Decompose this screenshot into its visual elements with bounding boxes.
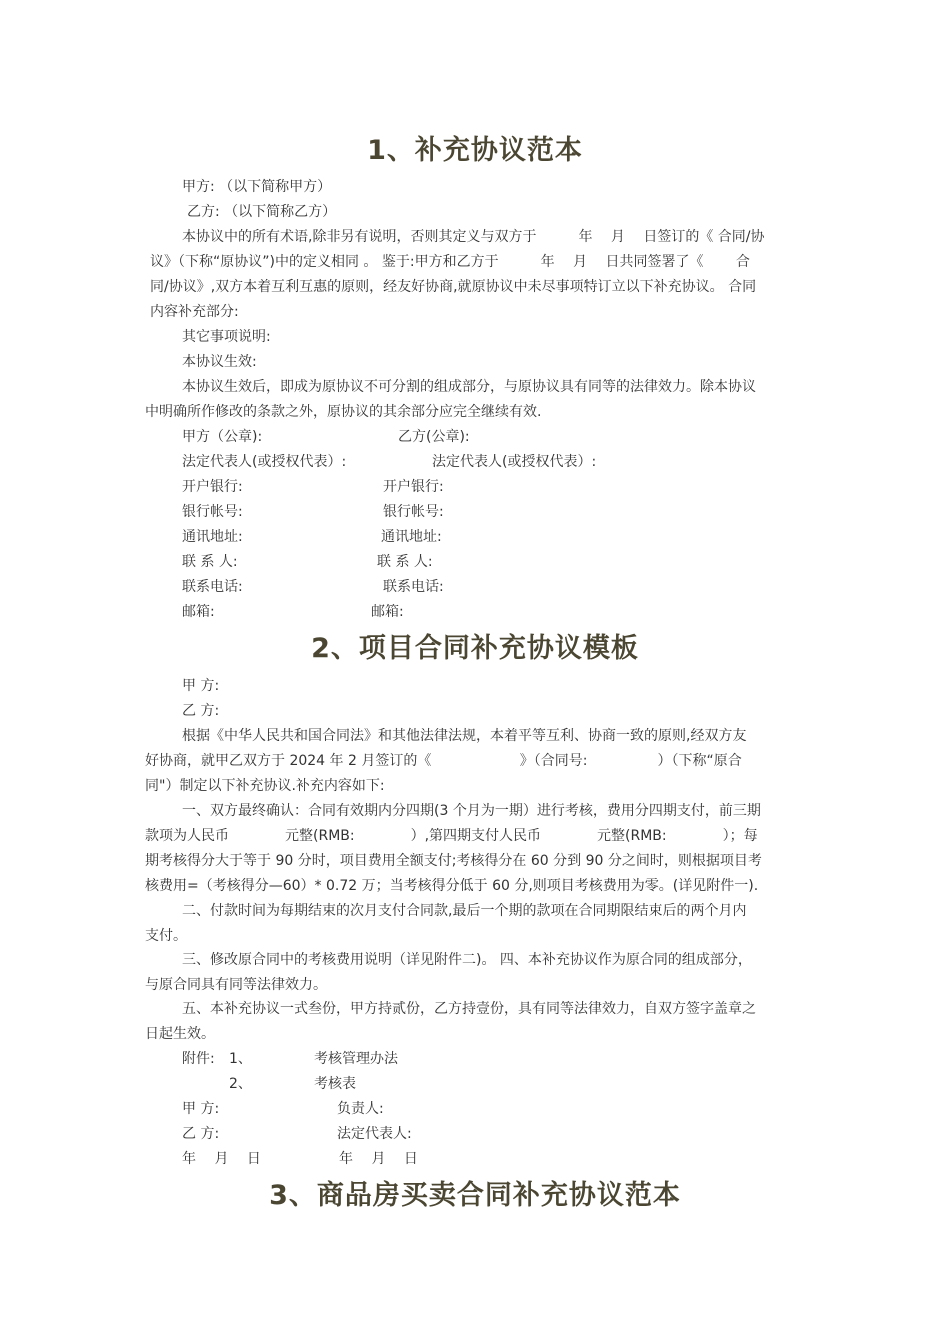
- s2-date-left: 年 月 日: [182, 1151, 261, 1167]
- section-3-title: 3、商品房买卖合同补充协议范本: [269, 1180, 681, 1211]
- other-matters: 其它事项说明:: [182, 329, 271, 345]
- paragraph-1-line-2: 议》（下称“原协议”)中的定义相同 。 鉴于:甲方和乙方于 年 月 日共同签署了《 合: [150, 254, 750, 270]
- s2-intro-line-3: 同"）制定以下补充协议.补充内容如下:: [145, 778, 385, 794]
- sign-left-1: 法定代表人(或授权代表）:: [182, 454, 347, 470]
- clause-2-line-2: 支付。: [145, 928, 187, 944]
- s2-sign-principal: 负责人:: [337, 1101, 384, 1117]
- attachment-label: 附件:: [182, 1051, 215, 1067]
- sign-left-5: 联 系 人:: [182, 554, 238, 570]
- attachment-2-number: 2、: [229, 1076, 252, 1092]
- party-b-line: 乙方: （以下简称乙方）: [187, 204, 337, 220]
- sign-right-0: 乙方(公章):: [398, 429, 470, 445]
- s2-sign-legal-rep: 法定代表人:: [337, 1126, 412, 1142]
- sign-right-7: 邮箱:: [371, 604, 404, 620]
- sign-right-5: 联 系 人:: [377, 554, 433, 570]
- sign-left-7: 邮箱:: [182, 604, 215, 620]
- clause-1-line-4: 核费用=（考核得分—60）* 0.72 万；当考核得分低于 60 分,则项目考核费用为零。(详见附件一).: [145, 878, 759, 894]
- clause-5-line-2: 日起生效。: [145, 1026, 215, 1042]
- clause-3-line-2: 与原合同具有同等法律效力。: [145, 977, 327, 993]
- sign-left-4: 通讯地址:: [182, 529, 243, 545]
- paragraph-1-line-4: 内容补充部分:: [150, 304, 239, 320]
- clause-1-line-1: 一、双方最终确认：合同有效期内分四期(3 个月为一期）进行考核，费用分四期支付，前三期: [182, 803, 761, 819]
- s2-sign-party-b: 乙 方:: [182, 1126, 220, 1142]
- section-1-title: 1、补充协议范本: [367, 135, 583, 166]
- effect-heading: 本协议生效:: [182, 354, 257, 370]
- sign-right-1: 法定代表人(或授权代表）:: [432, 454, 597, 470]
- attachment-2-name: 考核表: [314, 1076, 356, 1092]
- clause-1-line-3: 期考核得分大于等于 90 分时，项目费用全额支付;考核得分在 60 分到 90 分之间时，则根据项目考: [145, 853, 762, 869]
- s2-sign-party-a: 甲 方:: [182, 1101, 220, 1117]
- sign-right-6: 联系电话:: [383, 579, 444, 595]
- sign-left-6: 联系电话:: [182, 579, 243, 595]
- clause-3-line-1: 三、修改原合同中的考核费用说明（详见附件二)。 四、本补充协议作为原合同的组成部分，: [182, 952, 752, 968]
- party-a-line: 甲方: （以下简称甲方）: [182, 179, 332, 195]
- sign-left-2: 开户银行:: [182, 479, 243, 495]
- paragraph-1-line-3: 同/协议》,双方本着互利互惠的原则，经友好协商,就原协议中未尽事项特订立以下补充协议。 合同: [150, 279, 757, 295]
- section-2-title: 2、项目合同补充协议模板: [311, 633, 639, 664]
- s2-intro-line-1: 根据《中华人民共和国合同法》和其他法律法规，本着平等互利、协商一致的原则,经双方友: [182, 728, 747, 744]
- s2-party-a: 甲 方:: [182, 678, 220, 694]
- paragraph-2-line-2: 中明确所作修改的条款之外，原协议的其余部分应完全继续有效.: [145, 404, 542, 420]
- paragraph-2-line-1: 本协议生效后，即成为原协议不可分割的组成部分，与原协议具有同等的法律效力。除本协议: [182, 379, 756, 395]
- s2-party-b: 乙 方:: [182, 703, 220, 719]
- attachment-1-name: 考核管理办法: [314, 1051, 398, 1067]
- paragraph-1-line-1: 本协议中的所有术语,除非另有说明，否则其定义与双方于 年 月 日签订的《 合同/协: [182, 229, 765, 245]
- s2-date-right: 年 月 日: [339, 1151, 418, 1167]
- sign-right-4: 通讯地址:: [381, 529, 442, 545]
- sign-left-3: 银行帐号:: [182, 504, 243, 520]
- sign-right-2: 开户银行:: [383, 479, 444, 495]
- s2-intro-line-2: 好协商，就甲乙双方于 2024 年 2 月签订的《 》（合同号: ）（下称“原合: [145, 753, 742, 769]
- clause-1-line-2: 款项为人民币 元整(RMB: ）,第四期支付人民币 元整(RMB: ）；每: [145, 828, 758, 844]
- attachment-1-number: 1、: [229, 1051, 252, 1067]
- sign-left-0: 甲方（公章):: [182, 429, 263, 445]
- clause-2-line-1: 二、付款时间为每期结束的次月支付合同款,最后一个期的款项在合同期限结束后的两个月内: [182, 903, 747, 919]
- clause-5-line-1: 五、本补充协议一式叁份，甲方持贰份，乙方持壹份，具有同等法律效力，自双方签字盖章之: [182, 1001, 756, 1017]
- sign-right-3: 银行帐号:: [383, 504, 444, 520]
